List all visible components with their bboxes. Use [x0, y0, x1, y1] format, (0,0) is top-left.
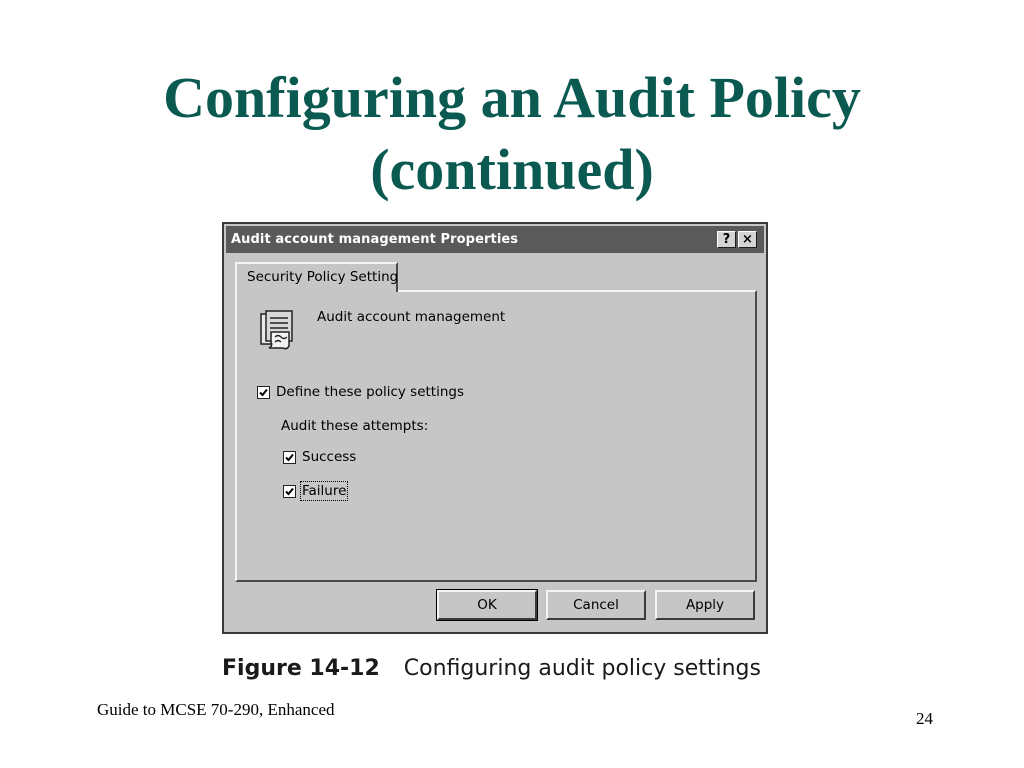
properties-dialog: [222, 222, 768, 634]
audit-attempts-label: Audit these attempts:: [281, 418, 429, 434]
ok-button[interactable]: OK: [437, 590, 537, 620]
cancel-button[interactable]: Cancel: [546, 590, 646, 620]
slide-title-line2: (continued): [370, 137, 654, 202]
policy-scroll-icon: [257, 310, 297, 352]
define-settings-checkbox[interactable]: [257, 386, 270, 399]
dialog-titlebar[interactable]: [226, 226, 764, 253]
success-label: Success: [302, 449, 357, 465]
checkmark-icon: [284, 486, 295, 497]
success-checkbox[interactable]: [283, 451, 296, 464]
failure-checkbox[interactable]: [283, 485, 296, 498]
slide-title: [0, 62, 1024, 206]
figure-caption-text: Configuring audit policy settings: [403, 656, 761, 681]
page-number: 24: [916, 709, 933, 728]
tab-security-policy-setting[interactable]: Security Policy Setting: [235, 262, 398, 292]
help-button[interactable]: ?: [717, 231, 736, 248]
tab-panel: [235, 290, 757, 582]
success-row[interactable]: [283, 449, 356, 465]
failure-label: Failure: [302, 483, 347, 499]
policy-name: Audit account management: [317, 309, 506, 325]
figure-number: Figure 14-12: [222, 656, 380, 681]
figure-caption: [222, 656, 761, 681]
close-button[interactable]: ×: [738, 231, 757, 248]
checkmark-icon: [258, 387, 269, 398]
checkmark-icon: [284, 452, 295, 463]
dialog-title: Audit account management Properties: [231, 232, 519, 247]
define-settings-label: Define these policy settings: [276, 384, 465, 400]
footer-course-title: Guide to MCSE 70-290, Enhanced: [97, 700, 335, 719]
slide-title-line1: Configuring an Audit Policy: [163, 65, 861, 130]
apply-button[interactable]: Apply: [655, 590, 755, 620]
failure-row[interactable]: [283, 483, 346, 499]
define-settings-row[interactable]: [257, 384, 464, 400]
